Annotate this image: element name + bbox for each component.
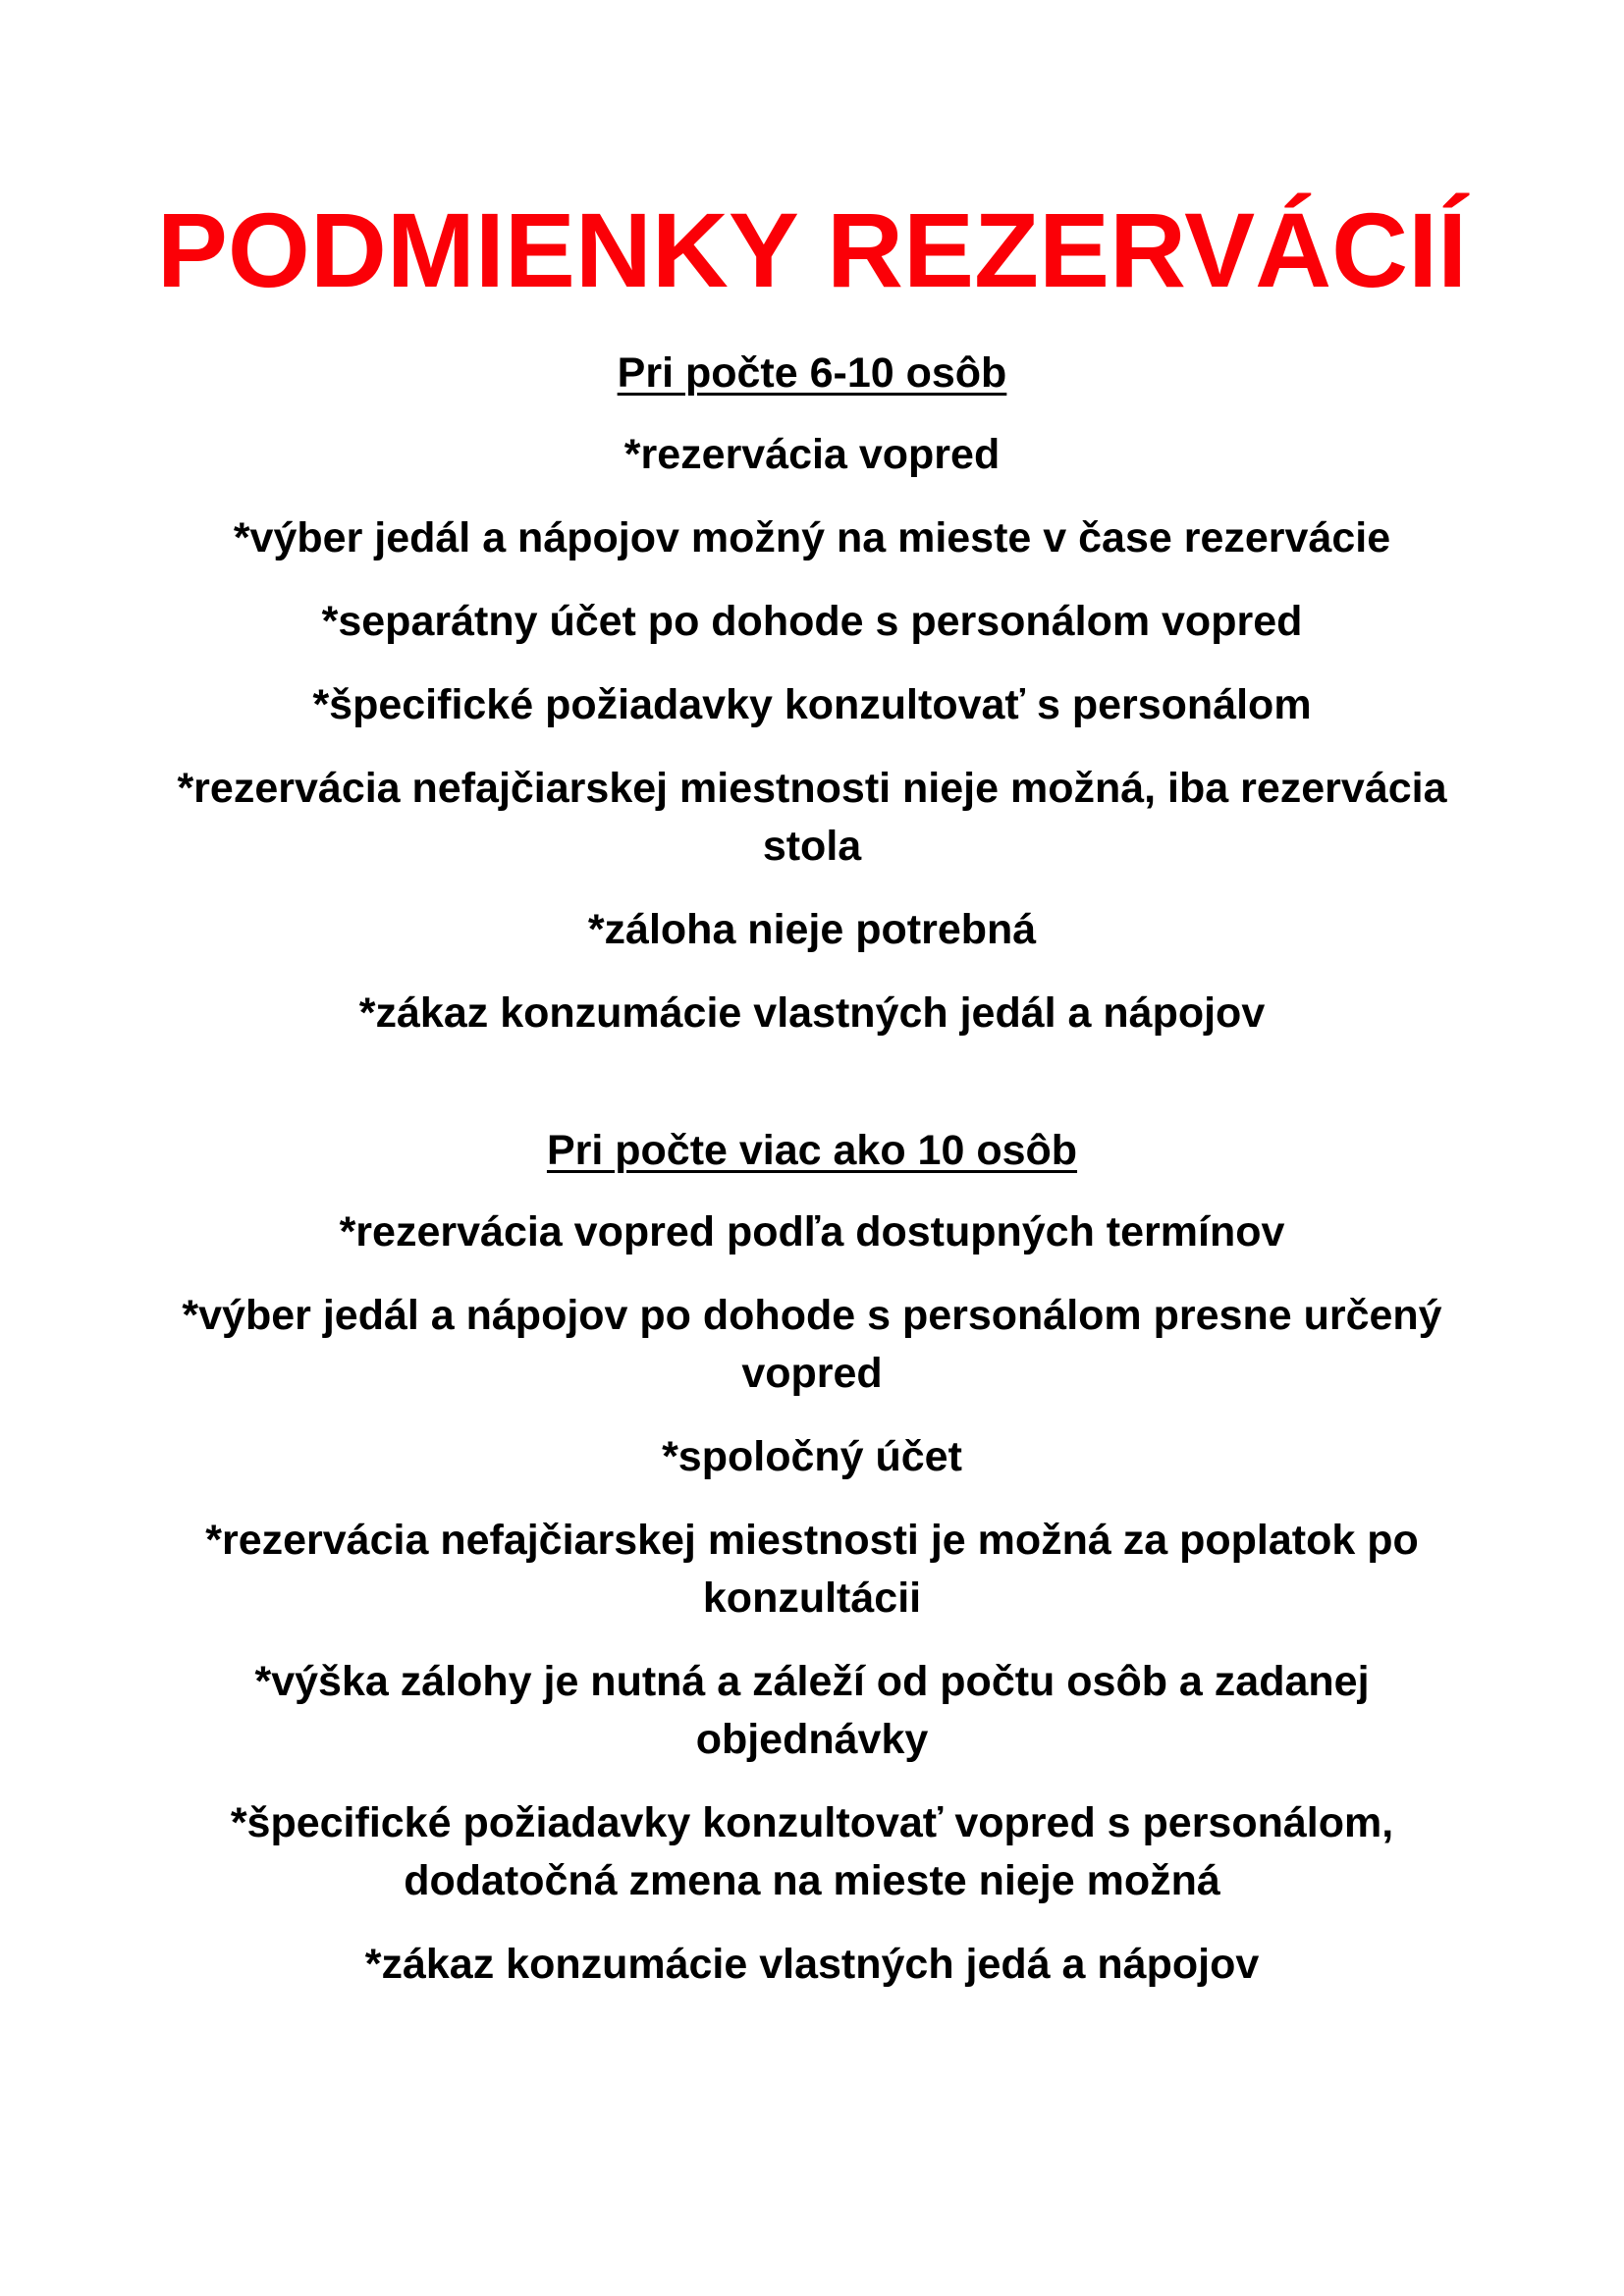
conditions-list: [167, 1203, 1457, 1994]
condition-item: *spoločný účet: [662, 1433, 962, 1480]
condition-item: *rezervácia vopred: [623, 431, 1001, 478]
condition-item: *výška zálohy je nutná a záleží od počtu osôb a zadanej objednávky: [254, 1658, 1370, 1763]
condition-item: *zákaz konzumácie vlastných jedál a nápojov: [358, 989, 1266, 1037]
conditions-list: [167, 426, 1457, 1042]
condition-item: *výber jedál a nápojov po dohode s personálom presne určený vopred: [182, 1292, 1442, 1397]
section-over-10-persons: [167, 1123, 1457, 1994]
condition-item: *rezervácia nefajčiarskej miestnosti je možná za poplatok po konzultácii: [205, 1517, 1419, 1622]
page-title: PODMIENKY REZERVÁCIÍ: [156, 190, 1468, 309]
condition-item: *zákaz konzumácie vlastných jedá a nápojov: [364, 1941, 1260, 1988]
section-heading: Pri počte 6-10 osôb: [617, 349, 1007, 397]
condition-item: *výber jedál a nápojov možný na mieste v čase rezervácie: [233, 514, 1391, 561]
condition-item: *rezervácia vopred podľa dostupných termínov: [339, 1208, 1285, 1255]
condition-item: *separátny účet po dohode s personálom vopred: [321, 598, 1303, 645]
condition-item: *záloha nieje potrebná: [587, 906, 1037, 953]
section-heading: Pri počte viac ako 10 osôb: [546, 1127, 1078, 1174]
condition-item: *rezervácia nefajčiarskej miestnosti nieje možná, iba rezervácia stola: [177, 765, 1447, 870]
condition-item: *špecifické požiadavky konzultovať vopred s personálom, dodatočná zmena na mieste nieje možná: [230, 1799, 1394, 1904]
section-6-10-persons: [167, 346, 1457, 1042]
condition-item: *špecifické požiadavky konzultovať s personálom: [312, 681, 1312, 728]
